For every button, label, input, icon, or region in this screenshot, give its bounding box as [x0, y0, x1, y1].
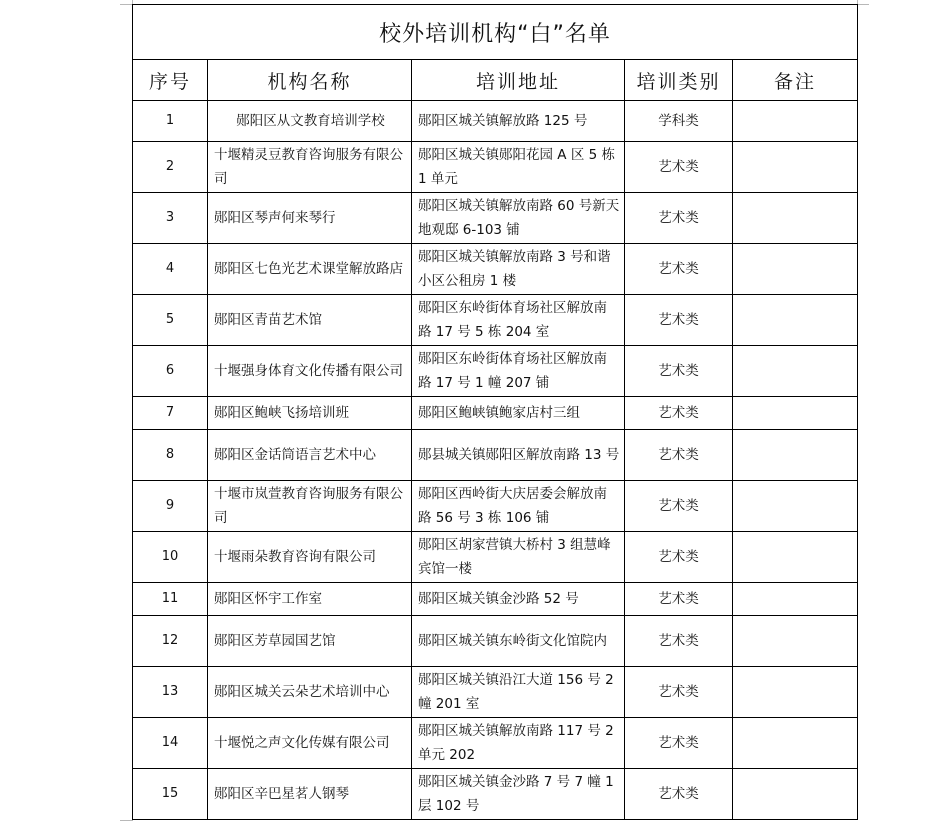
cell-category: 学科类	[625, 101, 733, 142]
table-row	[133, 430, 858, 481]
cell-no: 2	[133, 142, 208, 193]
table-row	[133, 667, 858, 718]
table-row	[133, 769, 858, 820]
cell-no: 13	[133, 667, 208, 718]
cell-category: 艺术类	[625, 718, 733, 769]
cell-no: 12	[133, 616, 208, 667]
cell-name: 十堰市岚萱教育咨询服务有限公司	[208, 481, 412, 532]
cell-no: 15	[133, 769, 208, 820]
cell-name: 郧阳区鲍峡飞扬培训班	[208, 397, 412, 430]
cell-address: 郧阳区城关镇解放南路 117 号 2 单元 202	[412, 718, 625, 769]
cell-name: 十堰精灵豆教育咨询服务有限公司	[208, 142, 412, 193]
cell-no: 8	[133, 430, 208, 481]
cell-address: 郧阳区城关镇金沙路 52 号	[412, 583, 625, 616]
cell-category: 艺术类	[625, 142, 733, 193]
cell-remark	[733, 769, 858, 820]
cell-no: 10	[133, 532, 208, 583]
header-no: 序号	[133, 60, 208, 101]
cell-name: 十堰悦之声文化传媒有限公司	[208, 718, 412, 769]
header-category: 培训类别	[625, 60, 733, 101]
cell-no: 1	[133, 101, 208, 142]
cell-category: 艺术类	[625, 430, 733, 481]
cell-remark	[733, 101, 858, 142]
cell-no: 5	[133, 295, 208, 346]
cell-address: 郧阳区鲍峡镇鲍家店村三组	[412, 397, 625, 430]
cell-category: 艺术类	[625, 295, 733, 346]
cell-address: 郧阳区城关镇解放路 125 号	[412, 101, 625, 142]
cell-category: 艺术类	[625, 193, 733, 244]
table-row	[133, 101, 858, 142]
cell-category: 艺术类	[625, 583, 733, 616]
cell-remark	[733, 142, 858, 193]
cell-no: 4	[133, 244, 208, 295]
whitelist-table	[132, 4, 858, 820]
cell-no: 11	[133, 583, 208, 616]
cell-address: 郧县城关镇郧阳区解放南路 13 号	[412, 430, 625, 481]
table-row	[133, 616, 858, 667]
document-title: 校外培训机构“白”名单	[133, 5, 858, 60]
cell-remark	[733, 667, 858, 718]
header-name: 机构名称	[208, 60, 412, 101]
cell-no: 3	[133, 193, 208, 244]
header-remark: 备注	[733, 60, 858, 101]
table-row	[133, 193, 858, 244]
cell-address: 郧阳区城关镇解放南路 3 号和谐小区公租房 1 楼	[412, 244, 625, 295]
cell-no: 9	[133, 481, 208, 532]
cell-address: 郧阳区胡家营镇大桥村 3 组慧峰宾馆一楼	[412, 532, 625, 583]
page-corner-mark	[857, 4, 869, 5]
cell-name: 郧阳区琴声何来琴行	[208, 193, 412, 244]
cell-remark	[733, 481, 858, 532]
cell-category: 艺术类	[625, 667, 733, 718]
cell-address: 郧阳区城关镇沿江大道 156 号 2 幢 201 室	[412, 667, 625, 718]
table-row	[133, 481, 858, 532]
table-row	[133, 244, 858, 295]
table-row	[133, 346, 858, 397]
table-row	[133, 532, 858, 583]
cell-remark	[733, 346, 858, 397]
table-row	[133, 295, 858, 346]
table-row	[133, 142, 858, 193]
cell-name: 郧阳区怀宇工作室	[208, 583, 412, 616]
cell-category: 艺术类	[625, 616, 733, 667]
cell-address: 郧阳区城关镇郧阳花园 A 区 5 栋 1 单元	[412, 142, 625, 193]
cell-name: 郧阳区辛巴星茗人钢琴	[208, 769, 412, 820]
cell-name: 十堰雨朵教育咨询有限公司	[208, 532, 412, 583]
cell-category: 艺术类	[625, 769, 733, 820]
cell-no: 6	[133, 346, 208, 397]
cell-remark	[733, 397, 858, 430]
cell-category: 艺术类	[625, 397, 733, 430]
table-row	[133, 397, 858, 430]
header-address: 培训地址	[412, 60, 625, 101]
cell-remark	[733, 583, 858, 616]
cell-remark	[733, 244, 858, 295]
cell-name: 郧阳区七色光艺术课堂解放路店	[208, 244, 412, 295]
cell-remark	[733, 532, 858, 583]
cell-category: 艺术类	[625, 481, 733, 532]
cell-address: 郧阳区城关镇东岭街文化馆院内	[412, 616, 625, 667]
cell-category: 艺术类	[625, 532, 733, 583]
cell-address: 郧阳区东岭街体育场社区解放南路 17 号 5 栋 204 室	[412, 295, 625, 346]
cell-remark	[733, 193, 858, 244]
cell-name: 郧阳区芳草园国艺馆	[208, 616, 412, 667]
cell-no: 7	[133, 397, 208, 430]
table-row	[133, 718, 858, 769]
cell-name: 郧阳区金话筒语言艺术中心	[208, 430, 412, 481]
cell-remark	[733, 430, 858, 481]
cell-remark	[733, 295, 858, 346]
cell-remark	[733, 616, 858, 667]
cell-address: 郧阳区东岭街体育场社区解放南路 17 号 1 幢 207 铺	[412, 346, 625, 397]
cell-address: 郧阳区城关镇金沙路 7 号 7 幢 1 层 102 号	[412, 769, 625, 820]
cell-remark	[733, 718, 858, 769]
cell-category: 艺术类	[625, 244, 733, 295]
table-row	[133, 583, 858, 616]
cell-address: 郧阳区西岭街大庆居委会解放南路 56 号 3 栋 106 铺	[412, 481, 625, 532]
page-corner-mark	[120, 820, 133, 821]
cell-name: 郧阳区从文教育培训学校	[208, 101, 412, 142]
cell-address: 郧阳区城关镇解放南路 60 号新天地观邸 6-103 铺	[412, 193, 625, 244]
cell-name: 郧阳区青苗艺术馆	[208, 295, 412, 346]
cell-name: 十堰强身体育文化传播有限公司	[208, 346, 412, 397]
cell-no: 14	[133, 718, 208, 769]
cell-category: 艺术类	[625, 346, 733, 397]
cell-name: 郧阳区城关云朵艺术培训中心	[208, 667, 412, 718]
